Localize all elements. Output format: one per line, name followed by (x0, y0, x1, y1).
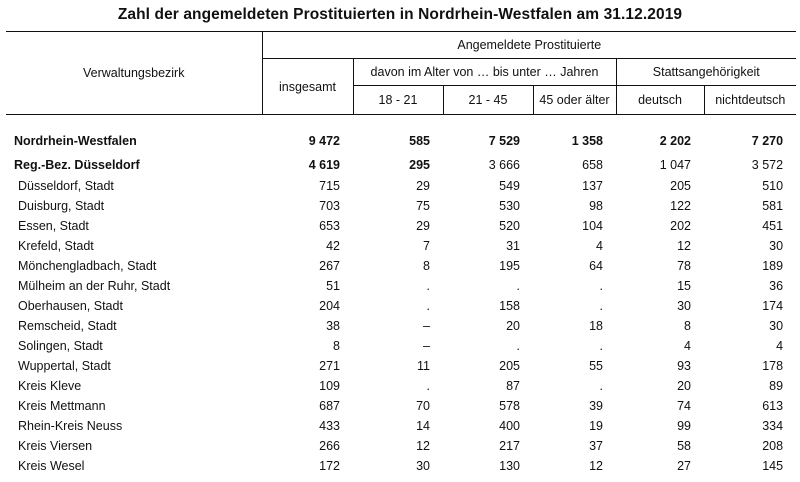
cell-age-18-21: 295 (409, 158, 430, 172)
cell-age-45-plus: . (599, 339, 603, 353)
row-name: Solingen, Stadt (18, 339, 103, 353)
cell-age-21-45: 7 529 (488, 134, 520, 148)
statistics-table (6, 31, 796, 476)
header-nichtdeutsch: nichtdeutsch (704, 86, 796, 115)
cell-age-45-plus: . (599, 299, 603, 313)
cell-age-18-21: 11 (417, 359, 430, 373)
cell-age-45-plus: 658 (582, 158, 603, 172)
cell-deutsch: 202 (670, 219, 691, 233)
cell-insgesamt: 715 (319, 179, 340, 193)
cell-insgesamt: 267 (319, 259, 340, 273)
cell-age-21-45: 3 666 (488, 158, 520, 172)
cell-nichtdeutsch: 613 (762, 399, 784, 413)
cell-age-45-plus: . (599, 379, 603, 393)
cell-age-45-plus: 104 (582, 219, 603, 233)
cell-age-21-45: 578 (499, 399, 520, 413)
cell-age-21-45: 530 (499, 199, 520, 213)
header-davon-im-alter: davon im Alter von … bis unter … Jahren (353, 59, 616, 86)
row-name: Wuppertal, Stadt (18, 359, 111, 373)
cell-deutsch: 4 (684, 339, 691, 353)
cell-deutsch: 1 047 (659, 158, 691, 172)
cell-deutsch: 93 (677, 359, 691, 373)
table-row (6, 436, 796, 456)
cell-age-21-45: 400 (499, 419, 520, 433)
cell-age-21-45: 520 (499, 219, 520, 233)
cell-deutsch: 78 (677, 259, 691, 273)
cell-age-18-21: 585 (409, 134, 430, 148)
cell-insgesamt: 42 (326, 239, 340, 253)
table-body (6, 115, 796, 477)
cell-age-45-plus: 19 (589, 419, 603, 433)
table-row (6, 276, 796, 296)
table-row (6, 316, 796, 336)
cell-age-45-plus: 1 358 (571, 134, 603, 148)
row-name: Kreis Wesel (18, 459, 85, 473)
cell-nichtdeutsch: 3 572 (751, 158, 784, 172)
row-name: Remscheid, Stadt (18, 319, 117, 333)
cell-insgesamt: 703 (319, 199, 340, 213)
cell-deutsch: 20 (677, 379, 691, 393)
cell-age-45-plus: 12 (589, 459, 603, 473)
cell-nichtdeutsch: 4 (776, 339, 784, 353)
cell-nichtdeutsch: 7 270 (751, 134, 784, 148)
cell-deutsch: 205 (670, 179, 691, 193)
row-name: Düsseldorf, Stadt (18, 179, 114, 193)
cell-age-18-21: 75 (416, 199, 430, 213)
row-name: Rhein-Kreis Neuss (18, 419, 123, 433)
cell-age-21-45: 87 (506, 379, 520, 393)
cell-insgesamt: 8 (333, 339, 340, 353)
table-row-reg-bez-duesseldorf (6, 154, 796, 176)
cell-nichtdeutsch: 30 (769, 319, 784, 333)
cell-age-21-45: 31 (506, 239, 520, 253)
cell-age-21-45: 195 (499, 259, 520, 273)
cell-age-18-21: . (426, 279, 430, 293)
cell-age-21-45: 130 (499, 459, 520, 473)
cell-age-18-21: 7 (423, 239, 430, 253)
cell-nichtdeutsch: 208 (762, 439, 784, 453)
table-row (6, 236, 796, 256)
cell-age-18-21: 12 (416, 439, 430, 453)
cell-age-18-21: 70 (416, 399, 430, 413)
header-insgesamt: insgesamt (262, 59, 353, 115)
cell-deutsch: 27 (677, 459, 691, 473)
row-name: Krefeld, Stadt (18, 239, 94, 253)
row-name: Essen, Stadt (18, 219, 89, 233)
row-name: Mönchengladbach, Stadt (18, 259, 157, 273)
cell-nichtdeutsch: 334 (762, 419, 784, 433)
header-angemeldete-prostituierte: Angemeldete Prostituierte (262, 32, 796, 59)
cell-age-45-plus: 137 (582, 179, 603, 193)
cell-nichtdeutsch: 178 (762, 359, 784, 373)
table-header (6, 32, 796, 115)
row-name: Oberhausen, Stadt (18, 299, 123, 313)
cell-age-21-45: 549 (499, 179, 520, 193)
header-age-18-21: 18 - 21 (353, 86, 443, 115)
row-name: Reg.-Bez. Düsseldorf (14, 158, 140, 172)
table-row (6, 196, 796, 216)
cell-insgesamt: 266 (319, 439, 340, 453)
cell-age-21-45: . (516, 279, 520, 293)
cell-deutsch: 30 (677, 299, 691, 313)
cell-age-21-45: 205 (499, 359, 520, 373)
cell-age-45-plus: 64 (589, 259, 603, 273)
table-row (6, 176, 796, 196)
cell-insgesamt: 38 (326, 319, 340, 333)
cell-nichtdeutsch: 510 (762, 179, 784, 193)
table-row (6, 216, 796, 236)
cell-age-45-plus: 18 (589, 319, 603, 333)
cell-nichtdeutsch: 145 (762, 459, 784, 473)
cell-age-45-plus: 98 (589, 199, 603, 213)
cell-nichtdeutsch: 30 (769, 239, 784, 253)
cell-age-45-plus: 4 (596, 239, 603, 253)
cell-deutsch: 58 (677, 439, 691, 453)
cell-age-21-45: 158 (499, 299, 520, 313)
cell-age-18-21: 30 (416, 459, 430, 473)
table-row (6, 456, 796, 476)
cell-age-18-21: . (426, 379, 430, 393)
cell-nichtdeutsch: 36 (769, 279, 784, 293)
table-row (6, 376, 796, 396)
cell-insgesamt: 433 (319, 419, 340, 433)
cell-insgesamt: 271 (319, 359, 340, 373)
cell-insgesamt: 687 (319, 399, 340, 413)
cell-age-45-plus: 55 (589, 359, 603, 373)
table-row (6, 336, 796, 356)
cell-age-18-21: – (423, 319, 430, 333)
cell-age-21-45: 217 (499, 439, 520, 453)
table-row (6, 356, 796, 376)
cell-insgesamt: 4 619 (308, 158, 340, 172)
cell-age-45-plus: 37 (589, 439, 603, 453)
row-name: Kreis Viersen (18, 439, 93, 453)
header-verwaltungsbezirk: Verwaltungsbezirk (6, 32, 262, 115)
cell-insgesamt: 204 (319, 299, 340, 313)
cell-deutsch: 12 (677, 239, 691, 253)
table-row-nordrhein-westfalen (6, 128, 796, 154)
cell-deutsch: 122 (670, 199, 691, 213)
cell-insgesamt: 172 (319, 459, 340, 473)
cell-insgesamt: 9 472 (308, 134, 340, 148)
cell-deutsch: 8 (684, 319, 691, 333)
row-name: Kreis Kleve (18, 379, 82, 393)
cell-deutsch: 99 (677, 419, 691, 433)
table-row (6, 396, 796, 416)
cell-age-21-45: 20 (506, 319, 520, 333)
row-name: Duisburg, Stadt (18, 199, 105, 213)
cell-age-45-plus: . (599, 279, 603, 293)
cell-deutsch: 2 202 (659, 134, 691, 148)
table-row (6, 296, 796, 316)
row-name: Nordrhein-Westfalen (14, 134, 137, 148)
cell-deutsch: 15 (677, 279, 691, 293)
table-title: Zahl der angemeldeten Prostituierten in Nordrhein-Westfalen am 31.12.2019 (117, 6, 683, 23)
table-row (6, 256, 796, 276)
cell-nichtdeutsch: 174 (762, 299, 784, 313)
cell-age-18-21: . (426, 299, 430, 313)
header-age-45-plus: 45 oder älter (533, 86, 616, 115)
cell-age-45-plus: 39 (589, 399, 603, 413)
row-name: Kreis Mettmann (18, 399, 106, 413)
cell-age-18-21: 29 (416, 179, 430, 193)
cell-insgesamt: 51 (326, 279, 340, 293)
table-row (6, 416, 796, 436)
cell-age-18-21: 29 (416, 219, 430, 233)
row-name: Mülheim an der Ruhr, Stadt (18, 279, 171, 293)
header-age-21-45: 21 - 45 (443, 86, 533, 115)
cell-age-18-21: 14 (416, 419, 430, 433)
cell-nichtdeutsch: 581 (762, 199, 784, 213)
cell-age-18-21: 8 (423, 259, 430, 273)
cell-age-18-21: – (423, 339, 430, 353)
cell-insgesamt: 653 (319, 219, 340, 233)
header-staatsangehoerigkeit: Stattsangehörigkeit (616, 59, 796, 86)
cell-nichtdeutsch: 451 (762, 219, 784, 233)
cell-insgesamt: 109 (319, 379, 340, 393)
cell-age-21-45: . (516, 339, 520, 353)
header-deutsch: deutsch (616, 86, 704, 115)
cell-nichtdeutsch: 89 (769, 379, 784, 393)
cell-deutsch: 74 (677, 399, 691, 413)
cell-nichtdeutsch: 189 (762, 259, 784, 273)
